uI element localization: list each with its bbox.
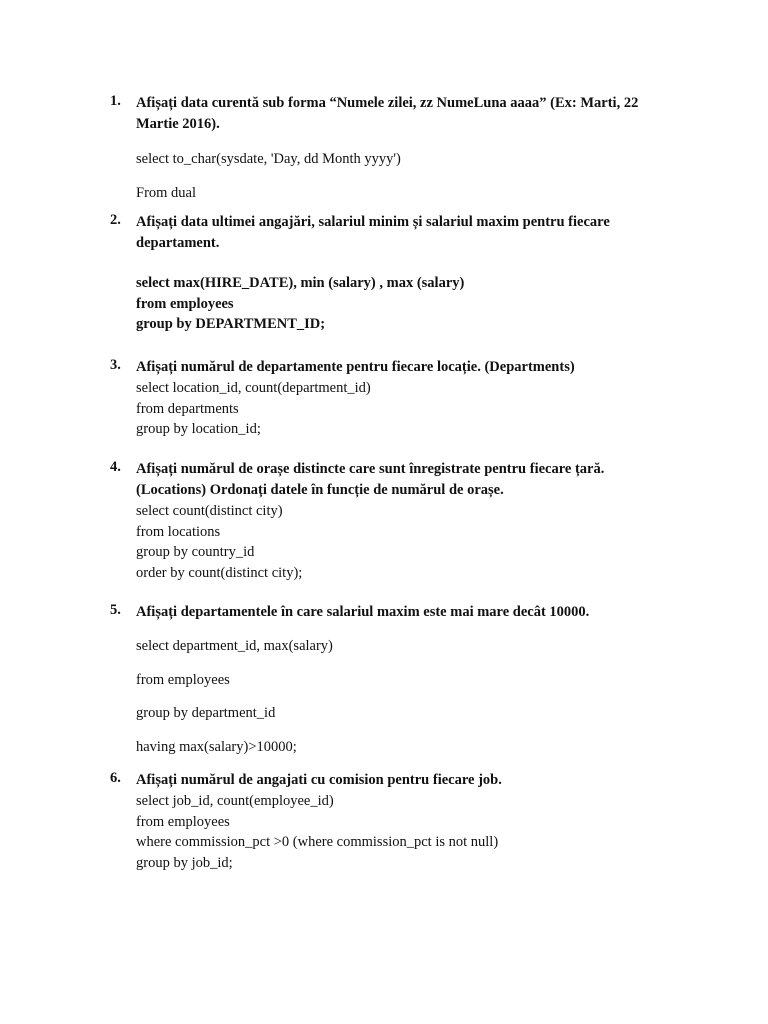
question-text: Afișați departamentele în care salariul maxim este mai mare decât 10000.	[136, 604, 590, 620]
code-line: From dual	[136, 184, 197, 201]
answer-code	[136, 501, 670, 583]
code-line: group by DEPARTMENT_ID;	[136, 316, 326, 332]
question-number: 6.	[110, 770, 121, 786]
code-line: group by location_id;	[136, 421, 261, 437]
code-line: from employees	[136, 813, 230, 830]
question-text: Afișați numărul de angajati cu comision pentru fiecare job.	[136, 772, 502, 788]
code-line: select to_char(sysdate, 'Day, dd Month yyyy')	[136, 151, 401, 167]
question-text: Afișați numărul de orașe distincte care sunt înregistrate pentru fiecare țară. (Locations) Ordonați datele în funcție de numărul de orașe.	[136, 461, 605, 498]
code-line: group by job_id;	[136, 854, 233, 871]
answer-code	[136, 273, 670, 335]
code-line: group by country_id	[136, 544, 255, 560]
question-2	[110, 212, 670, 335]
question-6	[110, 770, 670, 873]
code-line: select max(HIRE_DATE), min (salary) , max (salary)	[136, 275, 465, 291]
answer-code	[136, 378, 670, 440]
code-line: where commission_pct >0 (where commission_pct is not null)	[136, 834, 499, 850]
code-line: select count(distinct city)	[136, 503, 283, 519]
answer-code	[136, 791, 670, 873]
question-1	[110, 93, 670, 203]
answer-code	[136, 636, 670, 757]
code-line: having max(salary)>10000;	[136, 738, 297, 755]
question-number: 5.	[110, 602, 121, 618]
code-line: from employees	[136, 295, 234, 312]
code-line: order by count(distinct city);	[136, 564, 303, 581]
question-4	[110, 459, 670, 583]
question-text: Afișați numărul de departamente pentru fiecare locație. (Departments)	[136, 359, 575, 375]
question-number: 4.	[110, 459, 121, 475]
question-text: Afișați data curentă sub forma “Numele zilei, zz NumeLuna aaaa” (Ex: Marti, 22 Martie 2016).	[136, 95, 639, 132]
question-text: Afișați data ultimei angajări, salariul minim și salariul maxim pentru fiecare departament.	[136, 214, 610, 251]
question-number: 2.	[110, 212, 121, 228]
question-5	[110, 602, 670, 757]
question-number: 1.	[110, 93, 121, 109]
code-line: from departments	[136, 400, 239, 417]
code-line: from locations	[136, 523, 221, 540]
answer-code	[136, 149, 670, 203]
code-line: select department_id, max(salary)	[136, 638, 333, 654]
question-number: 3.	[110, 357, 121, 373]
code-line: select job_id, count(employee_id)	[136, 793, 334, 809]
code-line: group by department_id	[136, 705, 276, 721]
question-3	[110, 357, 670, 440]
code-line: from employees	[136, 671, 230, 688]
code-line: select location_id, count(department_id)	[136, 380, 371, 396]
